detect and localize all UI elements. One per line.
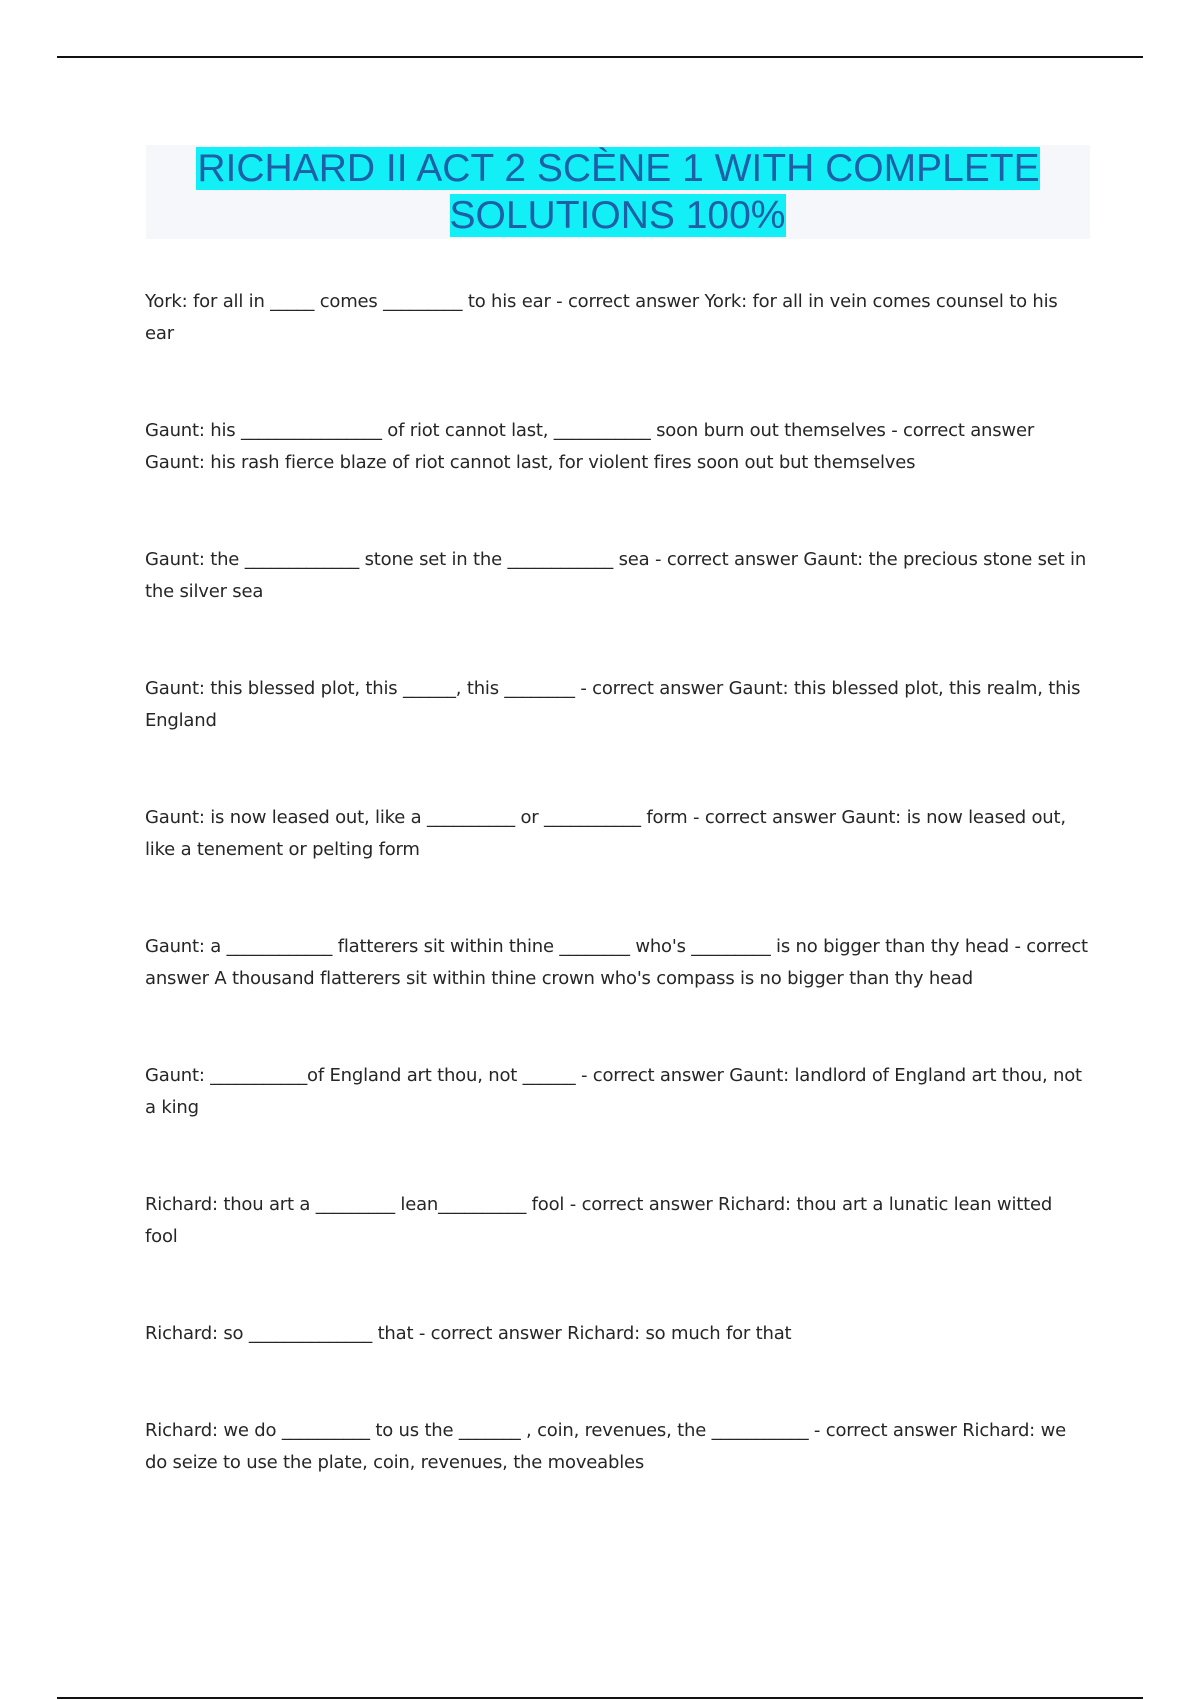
qa-entry-6: Gaunt: a ____________ flatterers sit within thine ________ who's _________ is no bigger than thy head - correct answer A thousand flatterers sit within thine crown who's compass is no bigger than thy head <box>145 936 1088 989</box>
qa-entry-9: Richard: so ______________ that - correct answer Richard: so much for that <box>145 1323 792 1344</box>
qa-entry-8: Richard: thou art a _________ lean__________ fool - correct answer Richard: thou art a lunatic lean witted fool <box>145 1194 1053 1247</box>
header-rule <box>57 56 1143 58</box>
qa-entry-10: Richard: we do __________ to us the _______ , coin, revenues, the ___________ - correct answer Richard: we do seize to use the plate, coin, revenues, the moveables <box>145 1420 1066 1473</box>
footer-rule <box>57 1697 1143 1699</box>
qa-entry-1: York: for all in _____ comes _________ to his ear - correct answer York: for all in vein comes counsel to his ear <box>145 291 1058 344</box>
qa-list <box>145 286 1090 1479</box>
document-title-box <box>146 145 1090 239</box>
qa-entry-5: Gaunt: is now leased out, like a __________ or ___________ form - correct answer Gaunt: is now leased out, like a tenement or pelting form <box>145 807 1066 860</box>
document-title: RICHARD II ACT 2 SCÈNE 1 WITH COMPLETE SOLUTIONS 100% <box>197 147 1040 237</box>
qa-entry-4: Gaunt: this blessed plot, this ______, this ________ - correct answer Gaunt: this blessed plot, this realm, this England <box>145 678 1081 731</box>
qa-entry-7: Gaunt: ___________of England art thou, not ______ - correct answer Gaunt: landlord of England art thou, not a king <box>145 1065 1082 1118</box>
qa-entry-2: Gaunt: his ________________ of riot cannot last, ___________ soon burn out themselves - correct answer Gaunt: his rash fierce blaze of riot cannot last, for violent fires soon out but themselves <box>145 420 1035 473</box>
qa-entry-3: Gaunt: the _____________ stone set in the ____________ sea - correct answer Gaunt: the precious stone set in the silver sea <box>145 549 1087 602</box>
